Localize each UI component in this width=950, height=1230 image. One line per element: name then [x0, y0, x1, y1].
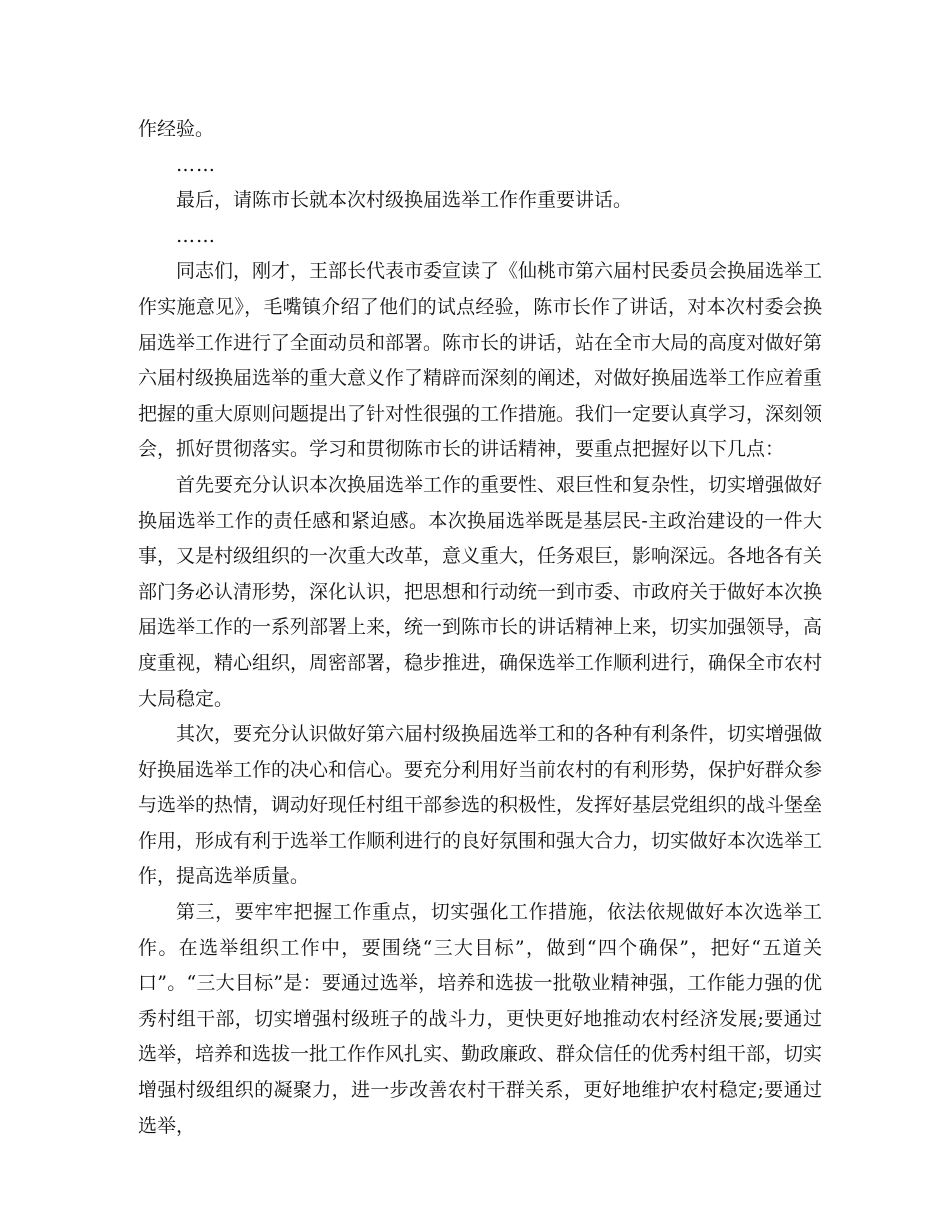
paragraph-continuation: 作经验。 [138, 118, 215, 140]
paragraph-point-second: 其次，要充分认识做好第六届村级换届选举工和的各种有利条件，切实增强做好换届选举工作的决心和信心。要充分利用好当前农村的有利形势，保护好群众参与选举的热情，调动好现任村组干部参选的积极性，发挥好基层党组织的战斗堡垒作用，形成有利于选举工作顺利进行的良好氛围和强大合力，切实做好本次选举工作，提高选举质量。 [138, 723, 823, 888]
paragraph-point-third: 第三，要牢牢把握工作重点，切实强化工作措施，依法依规做好本次选举工作。在选举组织工作中，要围绕“三大目标”，做到“四个确保”，把好“五道关口”。“三大目标”是：要通过选举，培养和选拔一批敬业精神强，工作能力强的优秀村组干部，切实增强村级班子的战斗力，更快更好地推动农村经济发展;要通过选举，培养和选拔一批工作作风扎实、勤政廉政、群众信任的优秀村组干部，切实增强村级组织的凝聚力，进一步改善农村干群关系，更好地维护农村稳定;要通过选举， [138, 901, 823, 1137]
paragraph-point-first: 首先要充分认识本次换届选举工作的重要性、艰巨性和复杂性，切实增强做好换届选举工作的责任感和紧迫感。本次换届选举既是基层民-主政治建设的一件大事，又是村级组织的一次重大改革，意义重大，任务艰巨，影响深远。各地各有关部门务必认清形势，深化认识，把思想和行动统一到市委、市政府关于做好本次换届选举工作的一系列部署上来，统一到陈市长的讲话精神上来，切实加强领导，高度重视，精心组织，周密部署，稳步推进，确保选举工作顺利进行，确保全市农村大局稳定。 [138, 473, 823, 710]
ellipsis-separator: …… [176, 224, 216, 247]
paragraph-closing-request: 最后，请陈市长就本次村级换届选举工作作重要讲话。 [176, 189, 633, 212]
document-page [138, 112, 822, 1144]
paragraph-summary: 同志们，刚才，王部长代表市委宣读了《仙桃市第六届村民委员会换届选举工作实施意见》，毛嘴镇介绍了他们的试点经验，陈市长作了讲话，对本次村委会换届选举工作进行了全面动员和部署。陈市长的讲话，站在全市大局的高度对做好第六届村级换届选举的重大意义作了精辟而深刻的阐述，对做好换届选举工作应着重把握的重大原则问题提出了针对性很强的工作措施。我们一定要认真学习，深刻领会，抓好贯彻落实。学习和贯彻陈市长的讲话精神，要重点把握好以下几点： [138, 260, 823, 461]
ellipsis-separator: …… [176, 153, 216, 176]
